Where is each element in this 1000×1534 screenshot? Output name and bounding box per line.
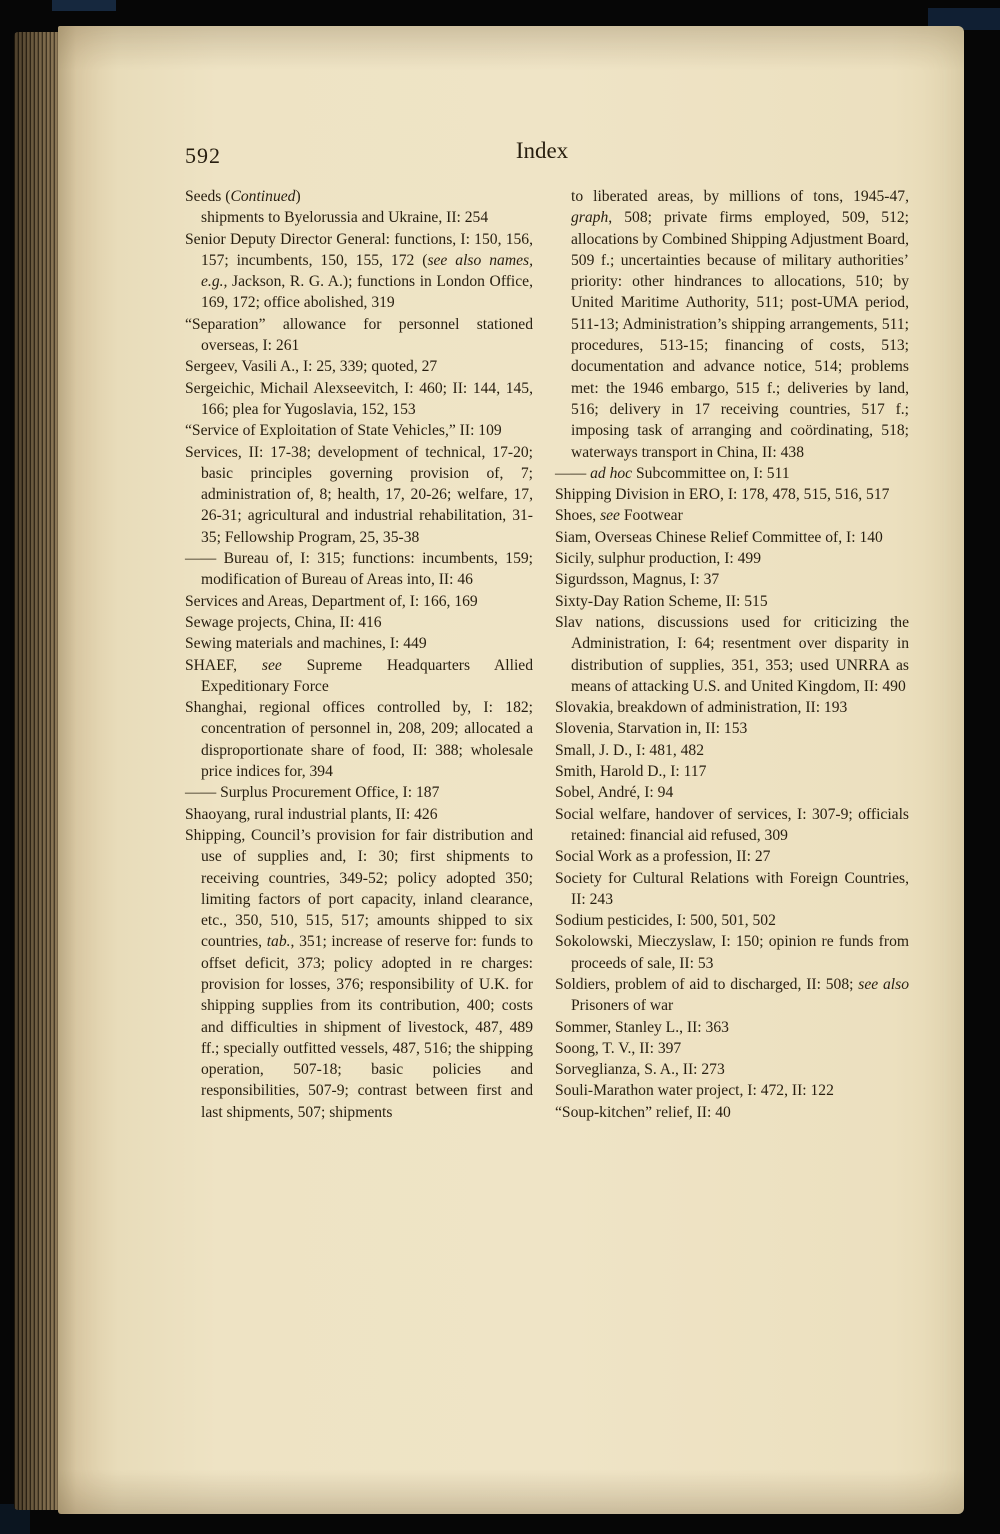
index-entry: Social Work as a profession, II: 27: [555, 848, 771, 866]
index-entry: “Service of Exploitation of State Vehicles,” II: 109: [185, 422, 502, 440]
index-entry: Sicily, sulphur production, I: 499: [555, 550, 762, 568]
index-entry: Sorveglianza, S. A., II: 273: [555, 1061, 725, 1079]
index-entry: Small, J. D., I: 481, 482: [555, 741, 705, 759]
index-entry: Senior Deputy Director General: functions, I: 150, 156, 157; incumbents, 150, 155, 172 (see also names, e.g., Jackson, R. G. A.); functions in London Office, 169, 172; office abolished, 319: [185, 230, 533, 312]
index-column-left: [185, 186, 533, 1123]
index-entry: SHAEF, see Supreme Headquarters Allied Expeditionary Force: [185, 656, 533, 695]
index-entry: Services and Areas, Department of, I: 166, 169: [185, 592, 478, 610]
index-entry: Sergeev, Vasili A., I: 25, 339; quoted, 27: [185, 358, 438, 376]
index-entry: —— Surplus Procurement Office, I: 187: [185, 784, 440, 802]
index-entry: Sokolowski, Mieczyslaw, I: 150; opinion re funds from proceeds of sale, II: 53: [555, 933, 909, 972]
index-entry: Society for Cultural Relations with Foreign Countries, II: 243: [555, 869, 909, 908]
index-entry: Social welfare, handover of services, I: 307-9; officials retained: financial aid refused, 309: [555, 805, 909, 844]
index-entry: shipments to Byelorussia and Ukraine, II: 254: [201, 209, 489, 227]
index-entry: Shoes, see Footwear: [555, 507, 683, 525]
index-entry: Sommer, Stanley L., II: 363: [555, 1018, 729, 1036]
index-entry: “Soup-kitchen” relief, II: 40: [555, 1103, 731, 1121]
index-entry: Smith, Harold D., I: 117: [555, 763, 707, 781]
index-entry: Souli-Marathon water project, I: 472, II: 122: [555, 1082, 834, 1100]
page-head: [185, 138, 909, 186]
book-cover-edge-top-left: [52, 0, 116, 11]
page-content: [185, 138, 909, 1123]
index-entry: Shanghai, regional offices controlled by, I: 182; concentration of personnel in, 208, 209; allocated a disproportionate share of food, II: 388; wholesale price indices for, 394: [185, 699, 533, 781]
index-entry: Shaoyang, rural industrial plants, II: 426: [185, 805, 438, 823]
index-entry: Sergeichic, Michail Alexseevitch, I: 460; II: 144, 145, 166; plea for Yugoslavia, 152, 153: [185, 379, 533, 418]
index-entry: Siam, Overseas Chinese Relief Committee of, I: 140: [555, 528, 883, 546]
index-entry: Slovenia, Starvation in, II: 153: [555, 720, 748, 738]
index-entry: Slav nations, discussions used for criticizing the Administration, I: 64; resentment over disparity in distribution of supplies, 351, 353; used UNRRA as means of attacking U.S. and United Kingdom, II: 490: [555, 613, 909, 695]
index-entry: Sigurdsson, Magnus, I: 37: [555, 571, 720, 589]
index-entry: Sobel, André, I: 94: [555, 784, 674, 802]
index-entry: Soldiers, problem of aid to discharged, II: 508; see also Prisoners of war: [555, 975, 909, 1015]
index-entry: Soong, T. V., II: 397: [555, 1039, 682, 1057]
index-entry: Slovakia, breakdown of administration, II: 193: [555, 699, 848, 717]
index-entry: Sixty-Day Ration Scheme, II: 515: [555, 592, 768, 610]
index-entry: —— Bureau of, I: 315; functions: incumbents, 159; modification of Bureau of Areas into, II: 46: [185, 550, 533, 589]
index-entry: Seeds (Continued): [185, 188, 301, 205]
index-entry: —— ad hoc Subcommittee on, I: 511: [555, 464, 790, 482]
index-entry: Services, II: 17-38; development of technical, 17-20; basic principles governing provision of, 7; administration of, 8; health, 17, 20-26; welfare, 17, 26-31; agricultural and industrial rehabilitation, 31-35; Fellowship Program, 25, 35-38: [185, 443, 533, 546]
index-entry: “Separation” allowance for personnel stationed overseas, I: 261: [185, 315, 533, 355]
index-entry: to liberated areas, by millions of tons, 1945-47, graph, 508; private firms employed, 509, 512; allocations by Combined Shipping Adjustment Board, 509 f.; uncertainties because of military authorities’ priority: other hindrances to allocations, 510; by United Maritime Authority, 511; post-UMA period, 511-13; Administration’s shipping arrangements, 511; procedures, 513-15; financing of costs, 513; documentation and advance notice, 514; problems met: the 1946 embargo, 515 f.; deliveries by land, 516; delivery in 17 receiving countries, 517 f.; imposing task of arranging and coördinating, 518; waterways transport in China, II: 438: [571, 188, 909, 461]
index-entry: Shipping Division in ERO, I: 178, 478, 515, 516, 517: [555, 486, 890, 504]
index-entry: Sewing materials and machines, I: 449: [185, 635, 427, 653]
index-entry: Sewage projects, China, II: 416: [185, 613, 382, 631]
page-number: 592: [185, 143, 221, 168]
index-column-right: [555, 186, 909, 1123]
index-entry: Shipping, Council’s provision for fair distribution and use of supplies and, I: 30; first shipments to receiving countries, 349-52; policy adopted 350; limiting factors of port capacity, inland clearance, etc., 350, 510, 515, 517; amounts shipped to six countries, tab., 351; increase of reserve for: funds to offset deficit, 373; policy adopted in re charges: provision for losses, 376; responsibility of U.K. for shipping supplies from its contribution, 400; costs and difficulties in shipment of livestock, 487, 489 ff.; specially outfitted vessels, 487, 516; the shipping operation, 507-18; basic policies and responsibilities, 507-9; contrast between first and last shipments, 507; shipments: [185, 826, 533, 1121]
book-page: [58, 26, 964, 1514]
index-entry: Sodium pesticides, I: 500, 501, 502: [555, 912, 776, 930]
index-columns: [185, 186, 909, 1123]
page-title: Index: [515, 138, 569, 163]
